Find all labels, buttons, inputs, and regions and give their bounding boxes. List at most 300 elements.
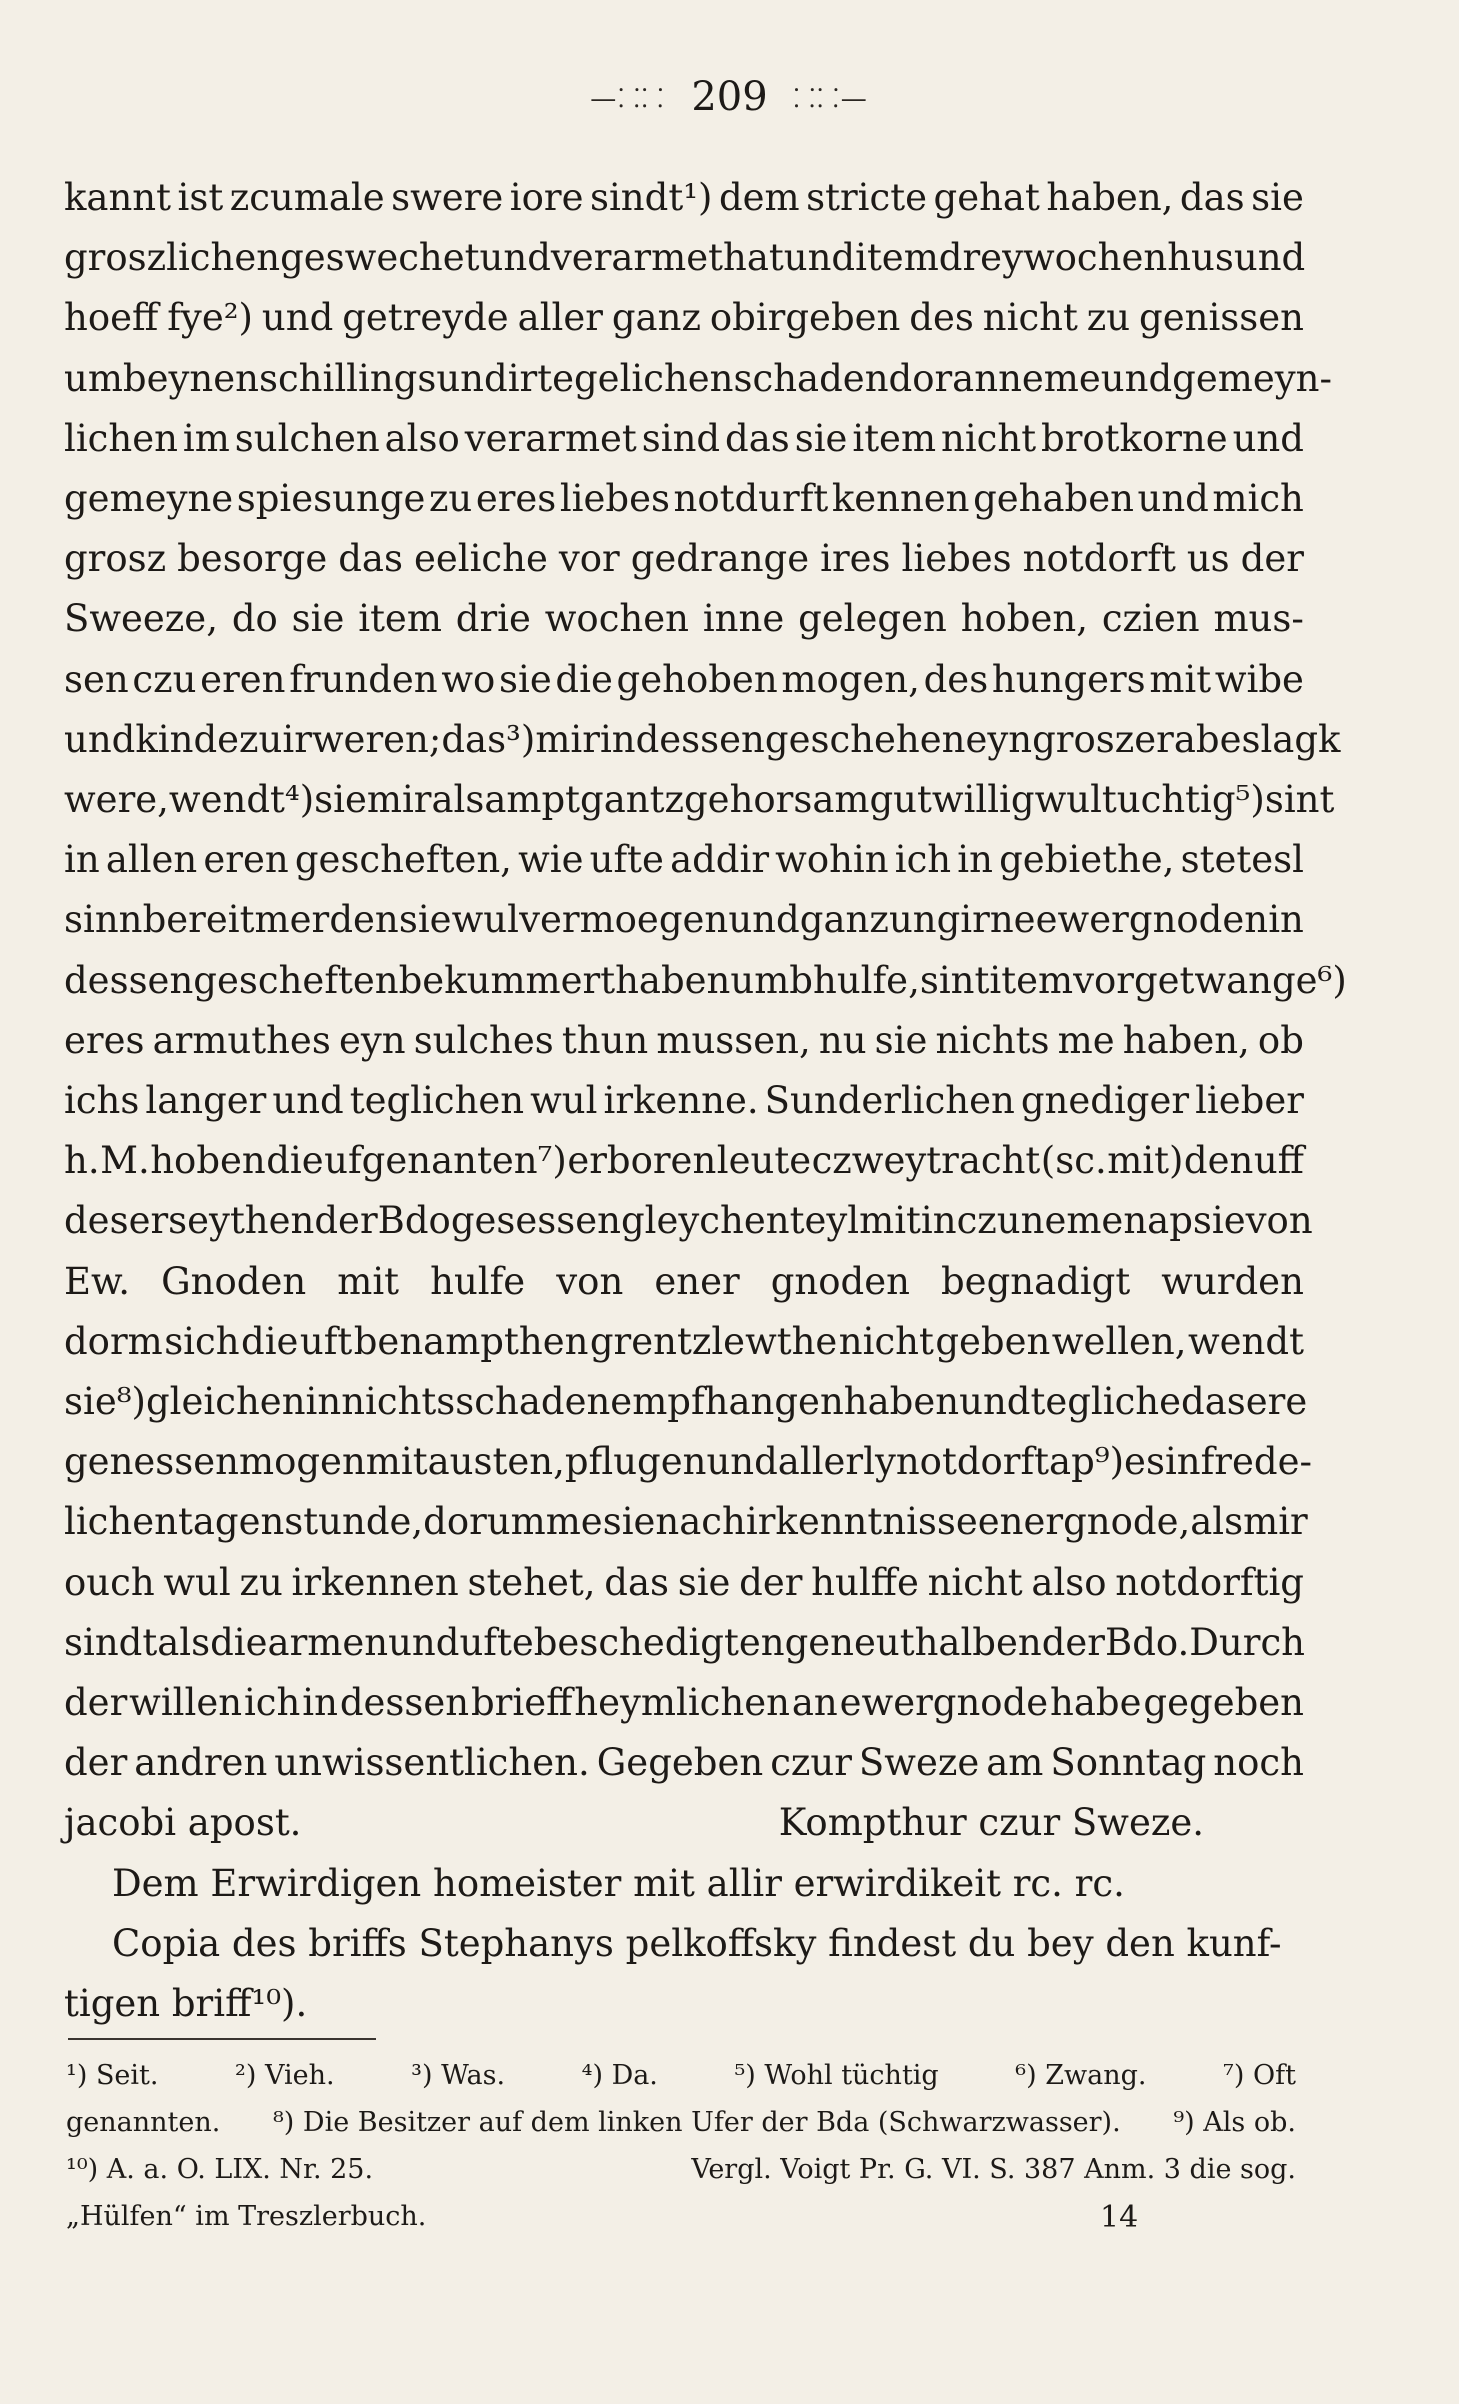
- word: ganz: [799, 898, 889, 942]
- word: sie: [1192, 1199, 1246, 1243]
- word: den: [1183, 1139, 1254, 1183]
- word: und: [783, 236, 856, 280]
- word: wie: [518, 838, 584, 882]
- word: hulfe: [430, 1259, 526, 1303]
- word: gedrange: [630, 537, 810, 581]
- word: und: [1100, 356, 1173, 400]
- word: czu: [956, 1199, 1021, 1243]
- word: umb: [64, 356, 147, 400]
- word: in: [1164, 1440, 1201, 1484]
- closing-date: jacobi apost.: [64, 1801, 302, 1845]
- word: mit: [1149, 657, 1212, 701]
- word: ichs: [64, 1079, 140, 1123]
- word: stehet,: [467, 1560, 596, 1604]
- word: mit: [365, 1440, 428, 1484]
- word: hoeff: [64, 296, 159, 340]
- word: umb: [730, 958, 813, 1002]
- word: ener: [977, 1500, 1064, 1544]
- word: schilling: [258, 356, 418, 400]
- text-line: [64, 589, 1304, 649]
- text-line: [64, 1071, 1304, 1131]
- word: hoben,: [960, 597, 1088, 641]
- word: lichen: [64, 416, 178, 460]
- word: frunden: [289, 657, 438, 701]
- word: wohin: [775, 838, 889, 882]
- word: gebiethe,: [999, 838, 1175, 882]
- word: do: [231, 597, 278, 641]
- word: und: [1233, 236, 1306, 280]
- word: ich: [894, 838, 952, 882]
- word: wul: [163, 1560, 231, 1604]
- word: und: [959, 1380, 1031, 1424]
- word: kennen: [831, 477, 970, 521]
- word: sie: [874, 1018, 928, 1062]
- word: wultuchtig⁵): [1034, 778, 1265, 822]
- letter-body: [64, 168, 1347, 2034]
- word: ist: [177, 176, 224, 219]
- word: wellen,: [1051, 1319, 1187, 1363]
- word: sie: [314, 778, 367, 822]
- word: sundir: [417, 356, 538, 400]
- word: und: [272, 1079, 344, 1123]
- word: stetesl: [1180, 838, 1304, 882]
- word: ob: [1257, 1018, 1304, 1062]
- word: thun: [561, 1018, 649, 1062]
- text-line: [64, 469, 1304, 529]
- word: czur: [770, 1741, 852, 1785]
- word: der: [1240, 537, 1304, 581]
- word: am: [986, 1741, 1044, 1785]
- word: unwissentlichen.: [274, 1741, 590, 1785]
- word: liebes: [901, 537, 1012, 581]
- word: hulfe,: [813, 958, 920, 1002]
- word: (sc.: [1040, 1139, 1107, 1183]
- word: ouch: [64, 1560, 155, 1604]
- word: in: [1268, 898, 1304, 942]
- word: mer: [254, 898, 330, 942]
- word: mogen,: [781, 657, 920, 701]
- word: ufte: [589, 838, 664, 882]
- word: andren: [134, 1741, 268, 1785]
- word: nicht: [940, 416, 1037, 460]
- word: gehat: [933, 176, 1040, 219]
- word: ganz: [611, 296, 701, 340]
- word: geben: [935, 1319, 1051, 1363]
- word: ungirne: [888, 898, 1036, 942]
- word: mit: [859, 1199, 921, 1243]
- word: swere: [391, 176, 504, 219]
- footnote: Vergl. Voigt Pr. G. VI. S. 387 Anm. 3 die sog.: [691, 2154, 1296, 2185]
- word: gescheften,: [294, 838, 512, 882]
- word: seythen: [168, 1199, 315, 1243]
- text-line: [64, 1312, 1304, 1372]
- text-line: [64, 349, 1332, 409]
- word: wo: [441, 657, 496, 701]
- word: addir: [670, 838, 770, 882]
- word: habe: [1050, 1681, 1142, 1725]
- word: allerly: [777, 1440, 896, 1484]
- word: mogen: [239, 1440, 366, 1484]
- text-line: [64, 409, 1304, 469]
- word: in: [957, 838, 993, 882]
- word: sinn: [64, 898, 143, 942]
- text-line: [64, 1673, 1304, 1733]
- text-line: [64, 1011, 1304, 1071]
- text-line: [64, 1432, 1312, 1492]
- text-line: [64, 770, 1335, 830]
- footnote: „Hülfen“ im Treszlerbuch.: [66, 2201, 427, 2232]
- word: Sweeze,: [64, 597, 218, 641]
- footnote: ²) Vieh.: [235, 2060, 335, 2091]
- word: gnoden: [770, 1259, 910, 1303]
- word: inne: [702, 597, 785, 641]
- word: tegelichen: [537, 356, 734, 400]
- word: uff: [1253, 1139, 1304, 1183]
- word: zu: [1086, 296, 1131, 340]
- word: erboren: [567, 1139, 717, 1183]
- word: und: [64, 717, 136, 761]
- word: hus: [1167, 236, 1234, 280]
- word: M.: [100, 1139, 150, 1183]
- text-line: [64, 1492, 1308, 1552]
- word: und: [479, 236, 551, 280]
- word: mir: [535, 717, 600, 761]
- word: empfhangen: [610, 1380, 844, 1424]
- word: Gegeben: [596, 1741, 764, 1785]
- word: eeliche: [413, 537, 548, 581]
- word: allen: [105, 838, 198, 882]
- word: und: [388, 1620, 460, 1664]
- word: irkenne.: [603, 1079, 759, 1123]
- footnote: ⁵) Wohl tüchtig: [734, 2060, 939, 2091]
- footnote-rule: [68, 2038, 376, 2040]
- word: ap: [1147, 1199, 1193, 1243]
- word: Sweze: [858, 1741, 980, 1785]
- word: doran: [888, 356, 999, 400]
- footnote: ¹⁰) A. a. O. LIX. Nr. 25.: [66, 2154, 374, 2185]
- word: eres: [64, 1018, 145, 1062]
- word: sint: [1264, 778, 1335, 822]
- word: eyn: [965, 717, 1033, 761]
- word: mir: [1243, 1500, 1308, 1544]
- word: geswechet: [280, 236, 480, 280]
- word: im: [182, 416, 230, 460]
- word: gescheften: [193, 958, 399, 1002]
- word: spiesunge: [236, 477, 426, 521]
- word: irkennen: [291, 1560, 459, 1604]
- word: obirgeben: [709, 296, 901, 340]
- word: gleychen: [620, 1199, 790, 1243]
- word: beschedigten: [533, 1620, 785, 1664]
- word: nicht: [927, 1560, 1023, 1604]
- word: wochen: [1022, 236, 1168, 280]
- word: gegeben: [1143, 1681, 1304, 1725]
- word: haben,: [1046, 176, 1174, 219]
- word: haben,: [1122, 1018, 1250, 1062]
- word: abeslagk: [1173, 717, 1341, 761]
- word: us: [1186, 537, 1230, 581]
- word: Bdo.: [1105, 1620, 1190, 1664]
- word: und: [706, 1440, 778, 1484]
- word: wendt: [1187, 1319, 1304, 1363]
- text-line: [64, 1733, 1304, 1793]
- word: tegliche: [1030, 1380, 1182, 1424]
- word: drey: [938, 236, 1023, 280]
- word: sulches: [413, 1018, 554, 1062]
- word: gnediger: [1020, 1079, 1190, 1123]
- text-line: [64, 1613, 1304, 1673]
- word: dessen: [64, 958, 194, 1002]
- word: als: [157, 1620, 211, 1664]
- word: mussen,: [656, 1018, 811, 1062]
- word: nichts: [935, 1018, 1050, 1062]
- word: zu: [239, 717, 283, 761]
- closing-line: [64, 1793, 1304, 1853]
- word: der: [64, 1741, 128, 1785]
- word: den: [329, 898, 399, 942]
- word: benampthen: [353, 1319, 589, 1363]
- word: vor: [558, 537, 620, 581]
- word: in: [302, 1681, 338, 1725]
- word: nemen: [1020, 1199, 1148, 1243]
- word: Sunderlichen: [764, 1079, 1015, 1123]
- word: gnode,: [1063, 1500, 1191, 1544]
- word: irweren;: [282, 717, 442, 761]
- text-line: [64, 951, 1347, 1011]
- word: und: [1137, 477, 1209, 521]
- word: besorge: [177, 537, 328, 581]
- word: mit): [1107, 1139, 1184, 1183]
- word: sulchen: [234, 416, 380, 460]
- word: stricte: [806, 176, 928, 219]
- word: als: [1190, 1500, 1244, 1544]
- word: dessen: [339, 1681, 470, 1725]
- word: Sonntag: [1050, 1741, 1207, 1785]
- word: gehorsam: [683, 778, 870, 822]
- word: grentzlewthe: [589, 1319, 838, 1363]
- word: heymlichen: [574, 1681, 790, 1725]
- word: willen: [129, 1681, 243, 1725]
- word: gantz: [580, 778, 684, 822]
- footnote: ⁶) Zwang.: [1015, 2060, 1147, 2091]
- word: notdorftig: [1115, 1560, 1304, 1604]
- word: zu: [239, 1560, 283, 1604]
- word: teyl: [789, 1199, 860, 1243]
- word: item: [358, 597, 442, 641]
- word: es: [1124, 1440, 1165, 1484]
- word: verarmet: [464, 416, 637, 460]
- word: dorm: [64, 1319, 163, 1363]
- word: geschehen: [764, 717, 966, 761]
- word: gesessen: [450, 1199, 621, 1243]
- footnote-line: [66, 2099, 1306, 2146]
- text-line: [64, 710, 1341, 770]
- word: hulffe: [811, 1560, 919, 1604]
- word: also: [384, 416, 460, 460]
- word: wul: [530, 1079, 598, 1123]
- word: genessen: [64, 1440, 240, 1484]
- word: drie: [455, 597, 531, 641]
- word: ener: [654, 1259, 740, 1303]
- word: schaden: [733, 356, 889, 400]
- word: mich: [1212, 477, 1304, 521]
- text-line: [64, 1191, 1313, 1251]
- word: frede-: [1200, 1440, 1312, 1484]
- word: ires: [820, 537, 891, 581]
- word: neme: [998, 356, 1101, 400]
- word: schaden: [455, 1380, 611, 1424]
- word: sie: [398, 898, 452, 942]
- word: fye²): [167, 296, 253, 340]
- word: der: [739, 1560, 803, 1604]
- word: were,: [64, 778, 169, 822]
- word: genissen: [1139, 296, 1304, 340]
- word: groszlichen: [64, 236, 281, 280]
- word: gehaben: [973, 477, 1134, 521]
- word: eren: [200, 657, 286, 701]
- word: sint: [919, 958, 990, 1002]
- word: mir: [366, 778, 432, 822]
- word: ere: [1245, 1380, 1308, 1424]
- word: langer: [145, 1079, 267, 1123]
- word: sie: [602, 1500, 656, 1544]
- word: das: [1181, 1380, 1246, 1424]
- word: wurden: [1161, 1259, 1304, 1303]
- word: das: [1179, 176, 1245, 219]
- text-line: [64, 650, 1304, 710]
- word: des: [923, 657, 989, 701]
- copia-line-continued: tigen briff¹⁰).: [64, 1982, 308, 2026]
- word: item: [852, 416, 937, 460]
- word: sie: [291, 597, 345, 641]
- copia-line: Copia des briffs Stephanys pelkoffsky findest du bey den kunf-: [112, 1921, 1282, 1965]
- word: iore: [509, 176, 584, 219]
- word: sie: [499, 657, 552, 701]
- word: h.: [64, 1139, 100, 1183]
- word: eyn: [338, 1018, 406, 1062]
- word: gutwillig: [869, 778, 1035, 822]
- footnote: ⁴) Da.: [581, 2060, 658, 2091]
- word: leute: [716, 1139, 812, 1183]
- word: vor: [1073, 958, 1134, 1002]
- word: kinde: [135, 717, 240, 761]
- text-line: [64, 1372, 1308, 1432]
- word: stunde,: [284, 1500, 424, 1544]
- word: zcumale: [229, 176, 385, 219]
- word: item: [855, 236, 939, 280]
- word: die: [210, 1620, 268, 1664]
- word: von: [1245, 1199, 1313, 1243]
- word: gelegen: [798, 597, 947, 641]
- word: und: [261, 296, 334, 340]
- word: armuthes: [152, 1018, 331, 1062]
- text-line: [64, 890, 1304, 950]
- text-line: [64, 168, 1304, 228]
- word: eres: [475, 477, 557, 521]
- word: verarmet: [550, 236, 723, 280]
- word: dem: [718, 176, 800, 219]
- word: groszer: [1032, 717, 1174, 761]
- word: der: [1041, 1620, 1105, 1664]
- word: indessen: [599, 717, 765, 761]
- word: hoben: [150, 1139, 266, 1183]
- word: und: [1232, 416, 1304, 460]
- word: ufgenanten⁷): [324, 1139, 567, 1183]
- word: brotkorne: [1041, 416, 1228, 460]
- word: eynen: [146, 356, 259, 400]
- word: liebes: [559, 477, 670, 521]
- word: Ew.: [64, 1259, 131, 1303]
- word: sen: [64, 657, 129, 701]
- word: wochen: [544, 597, 689, 641]
- word: uft: [299, 1319, 353, 1363]
- word: bekummert: [398, 958, 616, 1002]
- word: gleichen: [146, 1380, 306, 1424]
- footnote-line: [66, 2146, 1306, 2193]
- word: grosz: [64, 537, 167, 581]
- word: wul: [451, 898, 519, 942]
- word: mus-: [1213, 597, 1304, 641]
- word: vermoegen: [519, 898, 729, 942]
- word: das: [725, 416, 790, 460]
- footnote: ⁷) Oft: [1223, 2060, 1296, 2091]
- word: irkenntnisse: [745, 1500, 978, 1544]
- word: mit: [337, 1259, 400, 1303]
- word: und: [728, 898, 800, 942]
- word: Durch: [1189, 1620, 1305, 1664]
- word: czu: [132, 657, 197, 701]
- word: das³): [441, 717, 536, 761]
- word: notdorft: [1022, 537, 1176, 581]
- word: notdurft: [673, 477, 829, 521]
- word: czien: [1101, 597, 1200, 641]
- footnote: genannten.: [66, 2107, 221, 2138]
- word: sind: [641, 416, 721, 460]
- word: in: [920, 1199, 957, 1243]
- word: haben: [843, 1380, 960, 1424]
- text-line: [64, 1553, 1304, 1613]
- word: me: [1057, 1018, 1115, 1062]
- word: des: [909, 296, 974, 340]
- word: teglichen: [349, 1079, 525, 1123]
- footnote-line: [66, 2052, 1306, 2099]
- word: von: [556, 1259, 624, 1303]
- text-line: [64, 529, 1304, 589]
- word: aller: [517, 296, 603, 340]
- word: bereit: [142, 898, 255, 942]
- address-line: Dem Erwirdigen homeister mit allir erwirdikeit rc. rc.: [112, 1861, 1125, 1905]
- word: gnoden: [1128, 898, 1269, 942]
- word: czweytracht: [811, 1139, 1041, 1183]
- word: ap⁹): [1049, 1440, 1125, 1484]
- word: sie: [677, 1560, 731, 1604]
- footnote: ³) Was.: [411, 2060, 506, 2091]
- word: gemeyn-: [1172, 356, 1332, 400]
- word: Gnoden: [161, 1259, 307, 1303]
- word: lichen: [64, 1500, 178, 1544]
- page-header: [0, 74, 1459, 120]
- word: in: [305, 1380, 342, 1424]
- word: austen,: [427, 1440, 565, 1484]
- word: Bdo: [377, 1199, 451, 1243]
- text-line: [64, 228, 1304, 288]
- word: nichts: [341, 1380, 456, 1424]
- closing-signature: Kompthur czur Sweze.: [778, 1801, 1204, 1845]
- word: der: [314, 1199, 378, 1243]
- word: alsampt: [431, 778, 581, 822]
- word: ich: [243, 1681, 301, 1725]
- word: armen: [267, 1620, 389, 1664]
